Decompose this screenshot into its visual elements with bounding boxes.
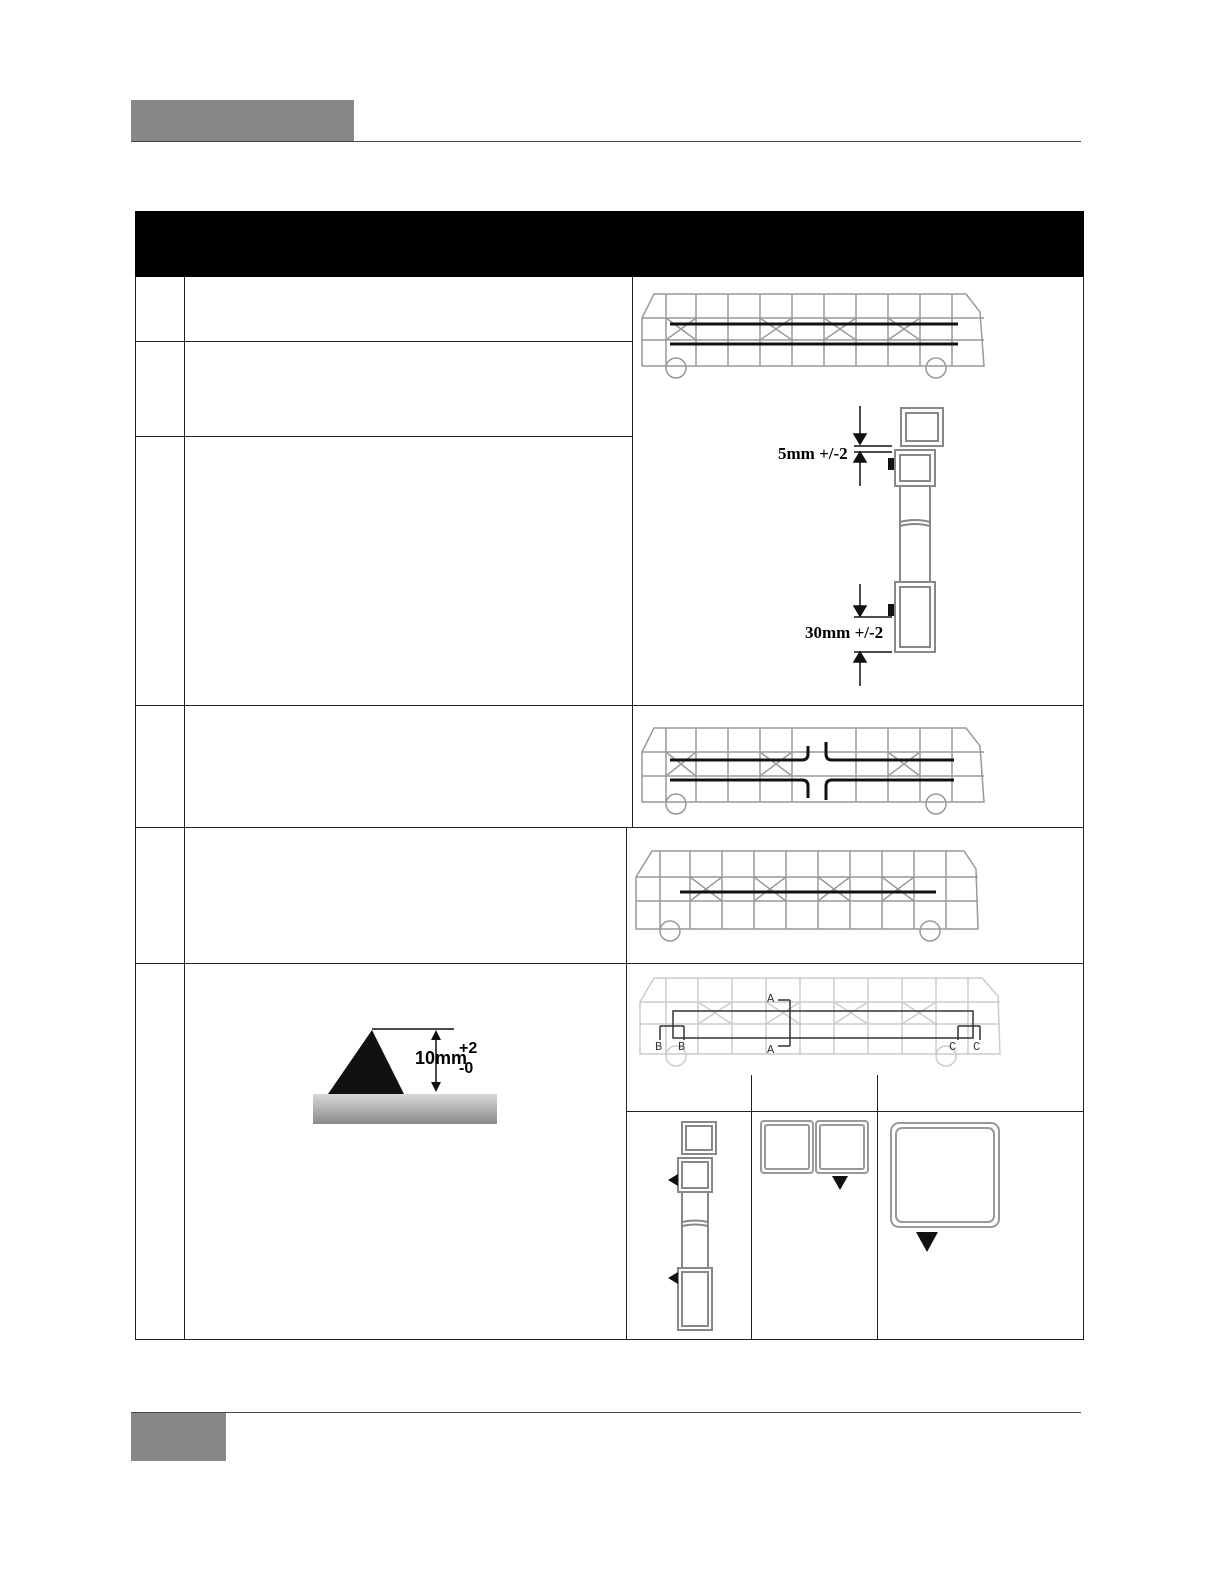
table-header-bar [135,211,1084,277]
image-column-divider-2 [626,827,627,1340]
bus-frame-diagram-1 [636,288,988,376]
table-border-right [1083,277,1084,1340]
bus-frame-diagram-2 [636,722,988,812]
section-a-weld-diagram [660,1118,720,1333]
gap-bottom-label: 30mm +/-2 [805,623,884,642]
row-divider-2 [135,436,633,437]
section-c-left-label: C [949,1040,957,1054]
row-divider-1 [135,341,633,342]
section-a-bottom-label: A [767,1043,775,1057]
table-border-bottom [135,1339,1084,1340]
weld-size-value: 10mm [415,1048,468,1068]
section-b-weld-diagram [758,1118,870,1198]
image-column-divider-1 [632,277,633,827]
row-divider-4 [135,827,1084,828]
section-b-left-label: B [655,1040,663,1054]
gap-top-label: 5mm +/-2 [778,444,848,463]
section-c-right-label: C [973,1040,981,1054]
section-a-top-label: A [767,992,775,1006]
subgrid-divider-2 [877,1075,878,1340]
footer-tab [131,1413,226,1461]
footer-rule [131,1412,1081,1413]
weld-tolerance-minus: -0 [459,1060,474,1077]
row-divider-5 [135,963,1084,964]
header-rule [131,141,1081,142]
weld-tolerance-plus: +2 [459,1040,478,1057]
subgrid-divider-1 [751,1075,752,1340]
header-tab [131,100,354,142]
section-b-right-label: B [678,1040,686,1054]
weld-size-diagram [310,1020,510,1130]
row-divider-3 [135,705,1084,706]
subgrid-row-divider [626,1111,1084,1112]
section-c-weld-diagram [888,1120,1004,1256]
bus-frame-diagram-3 [630,845,982,937]
